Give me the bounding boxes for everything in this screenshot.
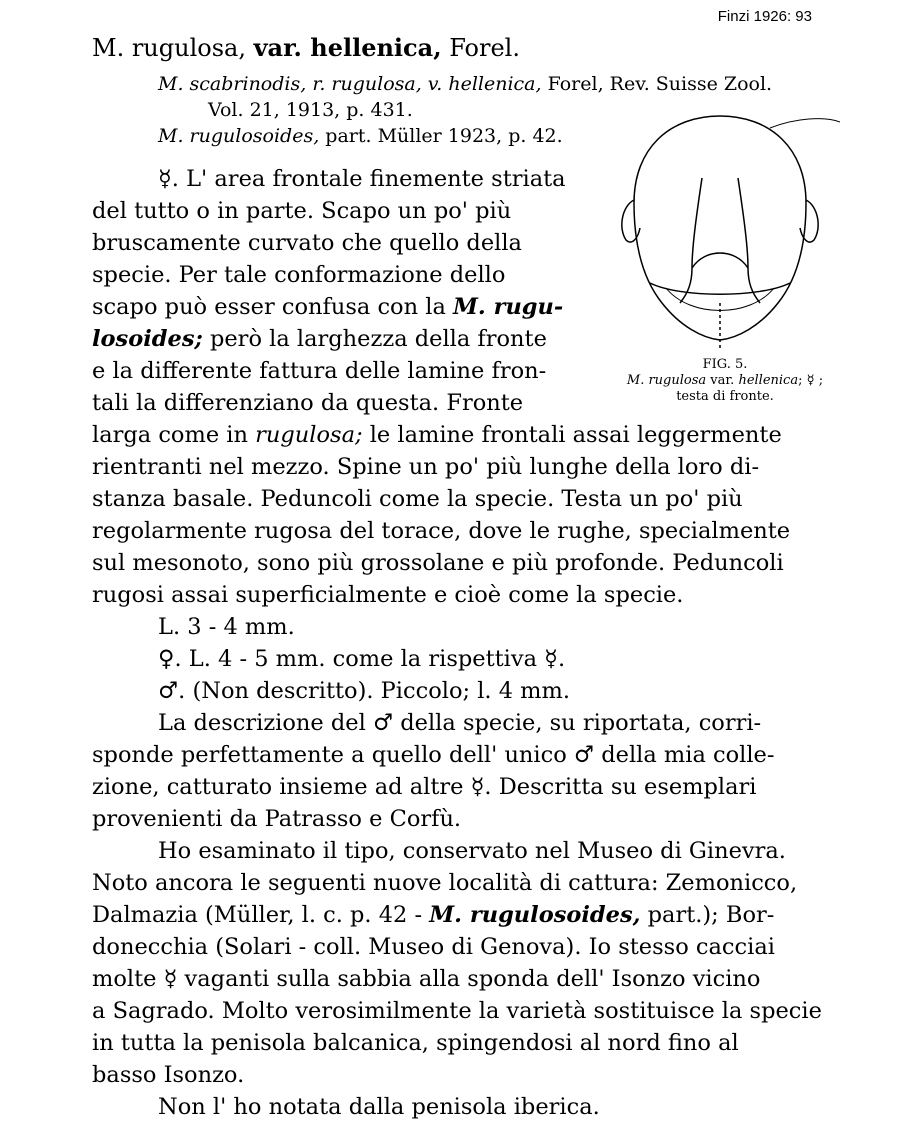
body-line-16: ♀. L. 4 - 5 mm. come la rispettiva ☿. bbox=[158, 646, 566, 672]
body-line-1: ☿. L' area frontale finemente striata bbox=[158, 166, 566, 192]
body-line-9: larga come in rugulosa; le lamine frontali assai leggermente bbox=[92, 422, 782, 448]
ant-head-figure bbox=[610, 108, 840, 357]
body-line-28: in tutta la penisola balcanica, spingendosi al nord fino al bbox=[92, 1030, 739, 1056]
figure-label: FIG. 5. bbox=[702, 357, 748, 372]
caption-subtitle: testa di fronte. bbox=[676, 389, 774, 404]
body-line-8: tali la differenziano da questa. Fronte bbox=[92, 390, 524, 416]
body-line-27: a Sagrado. Molto verosimilmente la varietà sostituisce la specie bbox=[92, 998, 822, 1024]
body-line-29: basso Isonzo. bbox=[92, 1062, 245, 1088]
reference-line-1: M. scabrinodis, r. rugulosa, v. hellenica, Forel, Rev. Suisse Zool. bbox=[158, 73, 773, 95]
taxon-author: Forel. bbox=[449, 34, 520, 62]
body-line-26: molte ☿ vaganti sulla sabbia alla sponda dell' Isonzo vicino bbox=[92, 966, 761, 992]
body-line-15: L. 3 - 4 mm. bbox=[158, 614, 295, 640]
body-line-13: sul mesonoto, sono più grossolane e più profonde. Peduncoli bbox=[92, 550, 784, 576]
body-line-22: Ho esaminato il tipo, conservato nel Museo di Ginevra. bbox=[158, 838, 786, 864]
body-line-3: bruscamente curvato che quello della bbox=[92, 230, 522, 256]
body-line-6: losoides; però la larghezza della fronte bbox=[92, 326, 547, 352]
taxon-variety: var. hellenica, bbox=[253, 33, 442, 62]
body-line-24: Dalmazia (Müller, l. c. p. 42 - M. rugulosoides, part.); Bor- bbox=[92, 902, 775, 928]
taxon-heading bbox=[92, 33, 520, 62]
ant-head-icon bbox=[610, 108, 840, 353]
body-line-11: stanza basale. Peduncoli come la specie. Testa un po' più bbox=[92, 486, 743, 512]
taxon-genus: M. rugulosa, bbox=[92, 34, 246, 62]
body-line-23: Noto ancora le seguenti nuove località di cattura: Zemonicco, bbox=[92, 870, 798, 896]
source-citation: Finzi 1926: 93 bbox=[717, 8, 812, 25]
body-line-17: ♂. (Non descritto). Piccolo; l. 4 mm. bbox=[158, 678, 571, 704]
body-line-5: scapo può esser confusa con la M. rugu- bbox=[92, 294, 564, 320]
body-line-18: La descrizione del ♂ della specie, su riportata, corri- bbox=[158, 710, 762, 736]
body-line-21: provenienti da Patrasso e Corfù. bbox=[92, 806, 462, 832]
reference-line-3: M. rugulosoides, part. Müller 1923, p. 42. bbox=[158, 125, 563, 147]
figure-caption bbox=[600, 357, 850, 405]
body-line-30: Non l' ho notata dalla penisola iberica. bbox=[158, 1094, 600, 1120]
body-line-14: rugosi assai superficialmente e cioè come la specie. bbox=[92, 582, 684, 608]
body-line-12: regolarmente rugosa del torace, dove le rughe, specialmente bbox=[92, 518, 791, 544]
body-line-10: rientranti nel mezzo. Spine un po' più lunghe della loro di- bbox=[92, 454, 760, 480]
body-line-25: donecchia (Solari - coll. Museo di Genova). Io stesso cacciai bbox=[92, 934, 775, 960]
body-line-2: del tutto o in parte. Scapo un po' più bbox=[92, 198, 512, 224]
caption-species: M. rugulosa bbox=[626, 373, 707, 388]
caption-varname: hellenica bbox=[738, 373, 799, 388]
reference-line-2: Vol. 21, 1913, p. 431. bbox=[208, 99, 413, 121]
body-line-4: specie. Per tale conformazione dello bbox=[92, 262, 506, 288]
caption-symbol: ; ☿ ; bbox=[798, 373, 824, 388]
body-line-20: zione, catturato insieme ad altre ☿. Descritta su esemplari bbox=[92, 774, 757, 800]
caption-var: var. bbox=[710, 373, 735, 388]
body-line-7: e la differente fattura delle lamine fron- bbox=[92, 358, 547, 384]
body-line-19: sponde perfettamente a quello dell' unico ♂ della mia colle- bbox=[92, 742, 775, 768]
